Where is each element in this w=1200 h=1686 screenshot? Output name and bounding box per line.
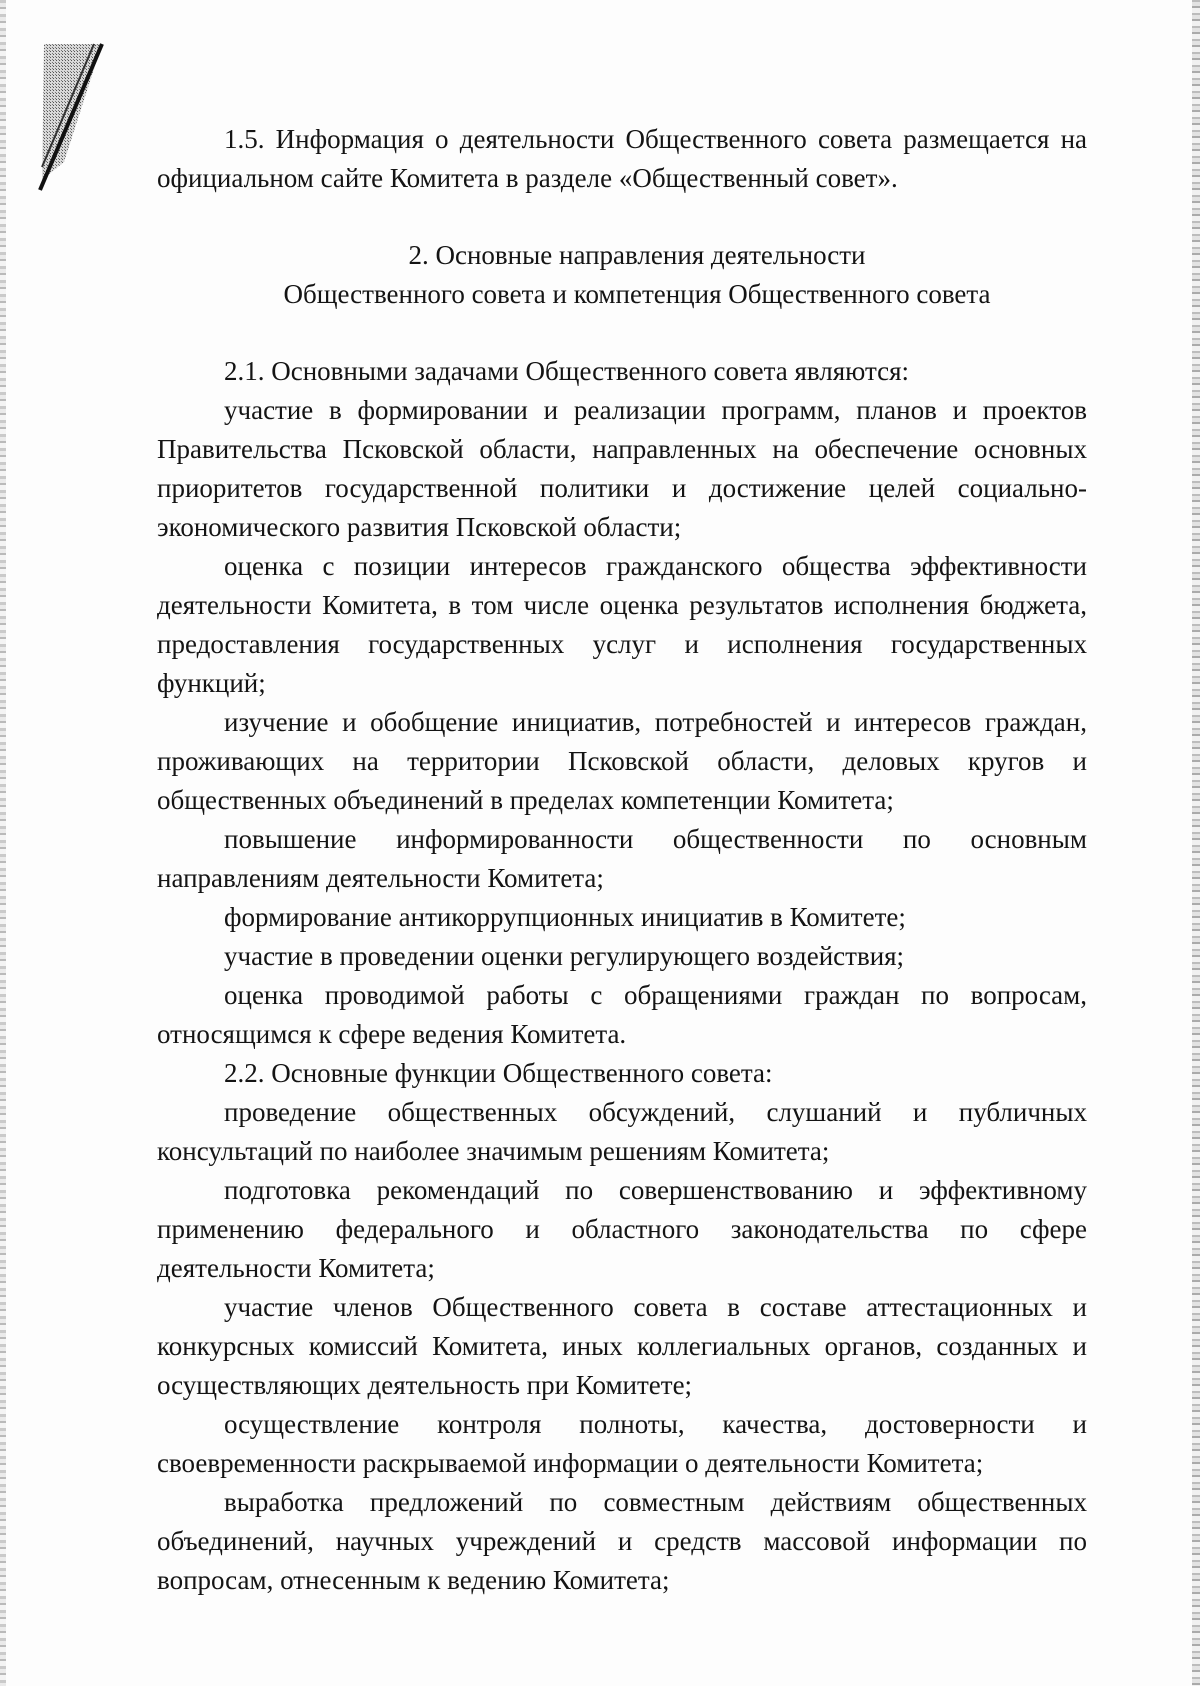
- list-item: участие членов Общественного совета в составе аттестационных и конкурсных комиссий Комитета, иных коллегиальных органов, созданных и осуществляющих деятельность при Комитете;: [157, 1292, 1087, 1400]
- scan-edge-left: [0, 0, 6, 1686]
- staple-mark-icon: [38, 42, 108, 192]
- list-item: подготовка рекомендаций по совершенствованию и эффективному применению федерального и областного законодательства по сфере деятельности Комитета;: [157, 1175, 1087, 1283]
- list-item: осуществление контроля полноты, качества, достоверности и своевременности раскрываемой информации о деятельности Комитета;: [157, 1409, 1087, 1478]
- list-item: выработка предложений по совместным действиям общественных объединений, научных учреждений и средств массовой информации по вопросам, отнесенным к ведению Комитета;: [157, 1487, 1087, 1595]
- list-item: проведение общественных обсуждений, слушаний и публичных консультаций по наиболее значимым решениям Комитета;: [157, 1097, 1087, 1166]
- list-item: формирование антикоррупционных инициатив в Комитете;: [224, 902, 906, 932]
- list-item: изучение и обобщение инициатив, потребностей и интересов граждан, проживающих на территории Псковской области, деловых кругов и общественных объединений в пределах компетенции Комитета;: [157, 707, 1087, 815]
- paragraph-1-5: 1.5. Информация о деятельности Общественного совета размещается на официальном сайте Комитета в разделе «Общественный совет».: [157, 124, 1087, 193]
- paragraph-2-1: 2.1. Основными задачами Общественного совета являются:: [224, 356, 910, 386]
- list-item: участие в проведении оценки регулирующего воздействия;: [224, 941, 905, 971]
- list-item: повышение информированности общественности по основным направлениям деятельности Комитета;: [157, 824, 1087, 893]
- document-body: [157, 120, 1087, 1600]
- list-item: участие в формировании и реализации программ, планов и проектов Правительства Псковской области, направленных на обеспечение основных приоритетов государственной политики и достижение целей социально-экономического развития Псковской области;: [157, 395, 1087, 542]
- section-heading-line-1: 2. Основные направления деятельности: [408, 240, 866, 270]
- scan-edge-right: [1192, 0, 1200, 1686]
- list-item: оценка проводимой работы с обращениями граждан по вопросам, относящимся к сфере ведения Комитета.: [157, 980, 1087, 1049]
- section-heading-line-2: Общественного совета и компетенция Общественного совета: [283, 279, 991, 309]
- paragraph-2-2: 2.2. Основные функции Общественного совета:: [224, 1058, 773, 1088]
- list-item: оценка с позиции интересов гражданского общества эффективности деятельности Комитета, в том числе оценка результатов исполнения бюджета, предоставления государственных услуг и исполнения государственных функций;: [157, 551, 1087, 698]
